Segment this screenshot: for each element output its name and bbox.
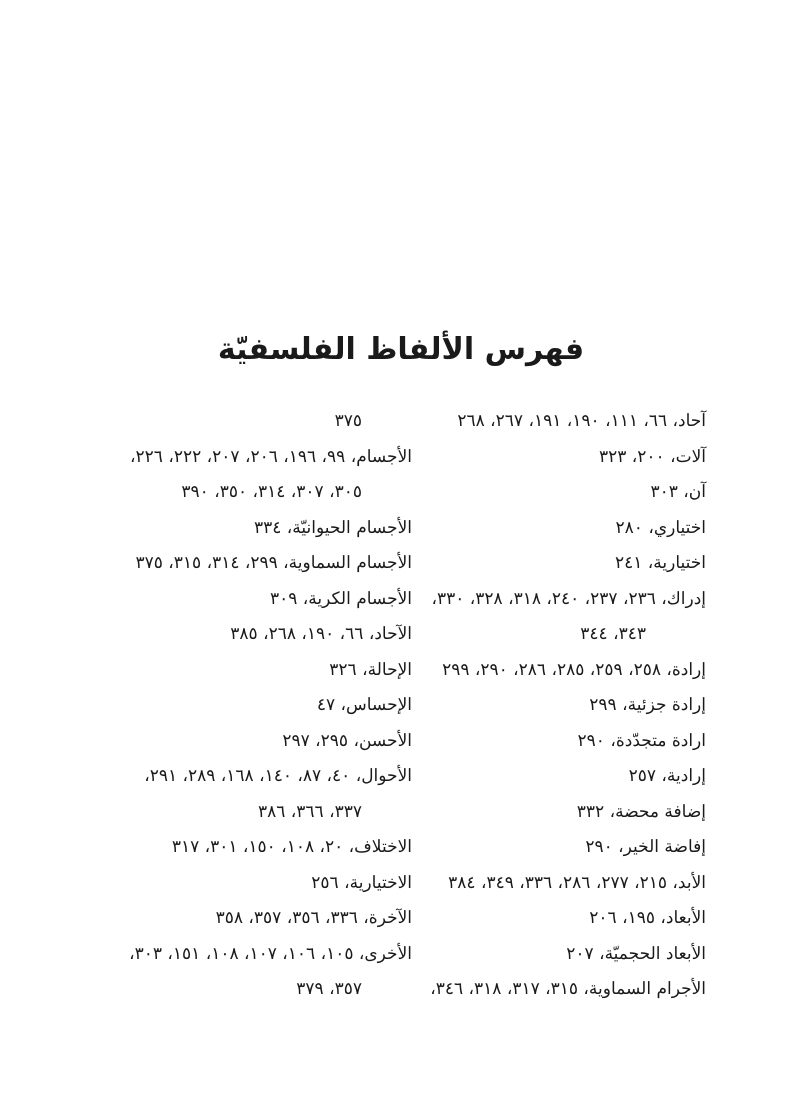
index-entry-continuation: ٣٧٥ xyxy=(334,411,362,431)
index-entry: الأجسام السماوية، ٢٩٩، ٣١٤، ٣١٥، ٣٧٥ xyxy=(135,553,412,573)
index-entry: الأجسام الكرية، ٣٠٩ xyxy=(269,588,412,609)
index-entry: الأبعاد، ١٩٥، ٢٠٦ xyxy=(589,908,706,928)
index-entry: إرادة، ٢٥٨، ٢٥٩، ٢٨٥، ٢٨٦، ٢٩٠، ٢٩٩ xyxy=(442,659,706,680)
index-entry-continuation: ٣٥٧، ٣٧٩ xyxy=(296,979,362,999)
index-entry: الآحاد، ٦٦، ١٩٠، ٢٦٨، ٣٨٥ xyxy=(230,624,412,644)
index-entry: آن، ٣٠٣ xyxy=(650,482,706,502)
index-entry-continuation: ٣٠٥، ٣٠٧، ٣١٤، ٣٥٠، ٣٩٠ xyxy=(181,482,362,502)
index-column-right xyxy=(431,404,706,1008)
index-entry: الأجسام الحيوانيّة، ٣٣٤ xyxy=(254,517,412,538)
index-entry: اختيارية، ٢٤١ xyxy=(614,553,706,573)
index-entry: إفاضة الخير، ٢٩٠ xyxy=(585,837,706,857)
index-entry: الإحساس، ٤٧ xyxy=(316,695,412,715)
index-entry: الأبد، ٢١٥، ٢٧٧، ٢٨٦، ٣٣٦، ٣٤٩، ٣٨٤ xyxy=(448,872,706,893)
index-entry: الآخرة، ٣٣٦، ٣٥٦، ٣٥٧، ٣٥٨ xyxy=(215,908,412,928)
index-entry: إدراك، ٢٣٦، ٢٣٧، ٢٤٠، ٣١٨، ٣٢٨، ٣٣٠، xyxy=(431,588,706,609)
index-entry: الأجسام، ٩٩، ١٩٦، ٢٠٦، ٢٠٧، ٢٢٢، ٢٢٦، xyxy=(130,446,412,467)
index-entry: اختياري، ٢٨٠ xyxy=(615,517,706,538)
index-entry: الاختلاف، ٢٠، ١٠٨، ١٥٠، ٣٠١، ٣١٧ xyxy=(171,837,412,857)
index-entry: الأحوال، ٤٠، ٨٧، ١٤٠، ١٦٨، ٢٨٩، ٢٩١، xyxy=(144,766,412,786)
index-entry: آحاد، ٦٦، ١١١، ١٩٠، ١٩١، ٢٦٧، ٢٦٨ xyxy=(457,411,706,431)
index-entry: إضافة محضة، ٣٣٢ xyxy=(576,801,706,822)
index-column-left xyxy=(129,404,412,1008)
index-entry: إرادية، ٢٥٧ xyxy=(628,766,706,786)
index-entry: الإحالة، ٣٢٦ xyxy=(329,659,412,680)
index-entry: الأخرى، ١٠٥، ١٠٦، ١٠٧، ١٠٨، ١٥١، ٣٠٣، xyxy=(129,943,412,964)
index-entry: آلات، ٢٠٠، ٣٢٣ xyxy=(598,446,706,467)
index-entry-continuation: ٣٤٣، ٣٤٤ xyxy=(580,624,646,644)
page-title: فهرس الألفاظ الفلسفيّة xyxy=(217,332,585,367)
index-entry: إرادة جزئية، ٢٩٩ xyxy=(589,695,706,715)
index-entry-continuation: ٣٣٧، ٣٦٦، ٣٨٦ xyxy=(258,801,362,822)
index-entry: الأجرام السماوية، ٣١٥، ٣١٧، ٣١٨، ٣٤٦، xyxy=(430,979,706,999)
index-entry: الأحسن، ٢٩٥، ٢٩٧ xyxy=(282,730,412,751)
index-entry: الاختيارية، ٢٥٦ xyxy=(311,872,412,893)
index-entry: ارادة متجدّدة، ٢٩٠ xyxy=(577,730,706,751)
index-entry: الأبعاد الحجميّة، ٢٠٧ xyxy=(566,943,706,964)
